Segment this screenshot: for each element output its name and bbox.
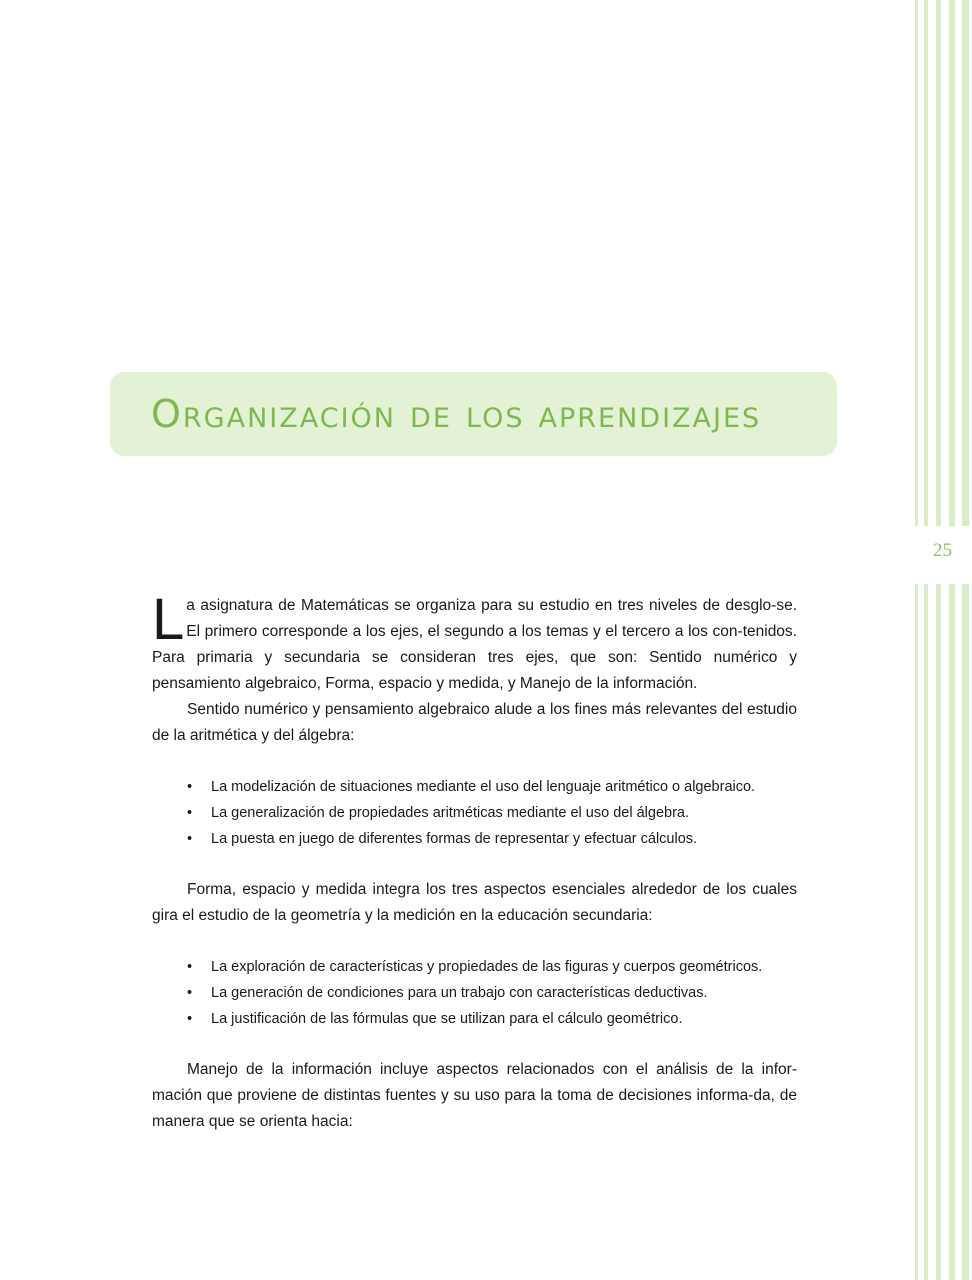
section-title: Organización de los aprendizajes xyxy=(151,392,762,436)
bullet-icon: • xyxy=(187,805,193,821)
bullet-icon: • xyxy=(187,779,193,795)
drop-cap: L xyxy=(152,587,185,652)
margin-stripe xyxy=(962,0,969,1280)
list-item: • La generalización de propiedades aritméticas mediante el uso del álgebra. xyxy=(152,800,797,826)
bullet-icon: • xyxy=(187,959,193,975)
list-item: • La exploración de características y propiedades de las figuras y cuerpos geométricos. xyxy=(152,954,797,980)
section-title-banner xyxy=(110,372,837,456)
page-number: 25 xyxy=(933,540,952,561)
bullet-icon: • xyxy=(187,831,193,847)
axis1-intro: Sentido numérico y pensamiento algebraico alude a los fines más relevantes del estudio de la aritmética y del álgebra: xyxy=(152,701,797,744)
margin-stripe xyxy=(915,0,918,1280)
intro-text: a asignatura de Matemáticas se organiza para su estudio en tres niveles de desglo-se. El primero corresponde a los ejes, el segundo a los temas y el tercero a los con-tenidos. Para primaria y secundaria se consideran tres ejes, que son: Sentido numérico y pensamiento algebraico, Forma, espacio y medida, y Manejo de la información. xyxy=(152,597,797,692)
axis2-intro: Forma, espacio y medida integra los tres aspectos esenciales alrededor de los cuales gira el estudio de la geometría y la medición en la educación secundaria: xyxy=(152,881,797,924)
list-item: • La generación de condiciones para un trabajo con características deductivas. xyxy=(152,980,797,1006)
axis2-list xyxy=(152,954,797,1032)
bullet-icon: • xyxy=(187,1011,193,1027)
list-item: • La puesta en juego de diferentes formas de representar y efectuar cálculos. xyxy=(152,826,797,852)
intro-paragraph xyxy=(152,587,797,697)
margin-stripe xyxy=(949,0,955,1280)
margin-stripe xyxy=(936,0,941,1280)
margin-stripes xyxy=(912,0,972,1280)
body-content xyxy=(152,587,797,1135)
list-item: • La justificación de las fórmulas que se utilizan para el cálculo geométrico. xyxy=(152,1006,797,1032)
bullet-icon: • xyxy=(187,985,193,1001)
list-item: • La modelización de situaciones mediante el uso del lenguaje aritmético o algebraico. xyxy=(152,774,797,800)
axis1-list xyxy=(152,774,797,852)
axis3-intro: Manejo de la información incluye aspectos relacionados con el análisis de la infor-mación que proviene de distintas fuentes y su uso para la toma de decisiones informa-da, de manera que se orienta hacia: xyxy=(152,1061,797,1130)
margin-stripe xyxy=(924,0,928,1280)
